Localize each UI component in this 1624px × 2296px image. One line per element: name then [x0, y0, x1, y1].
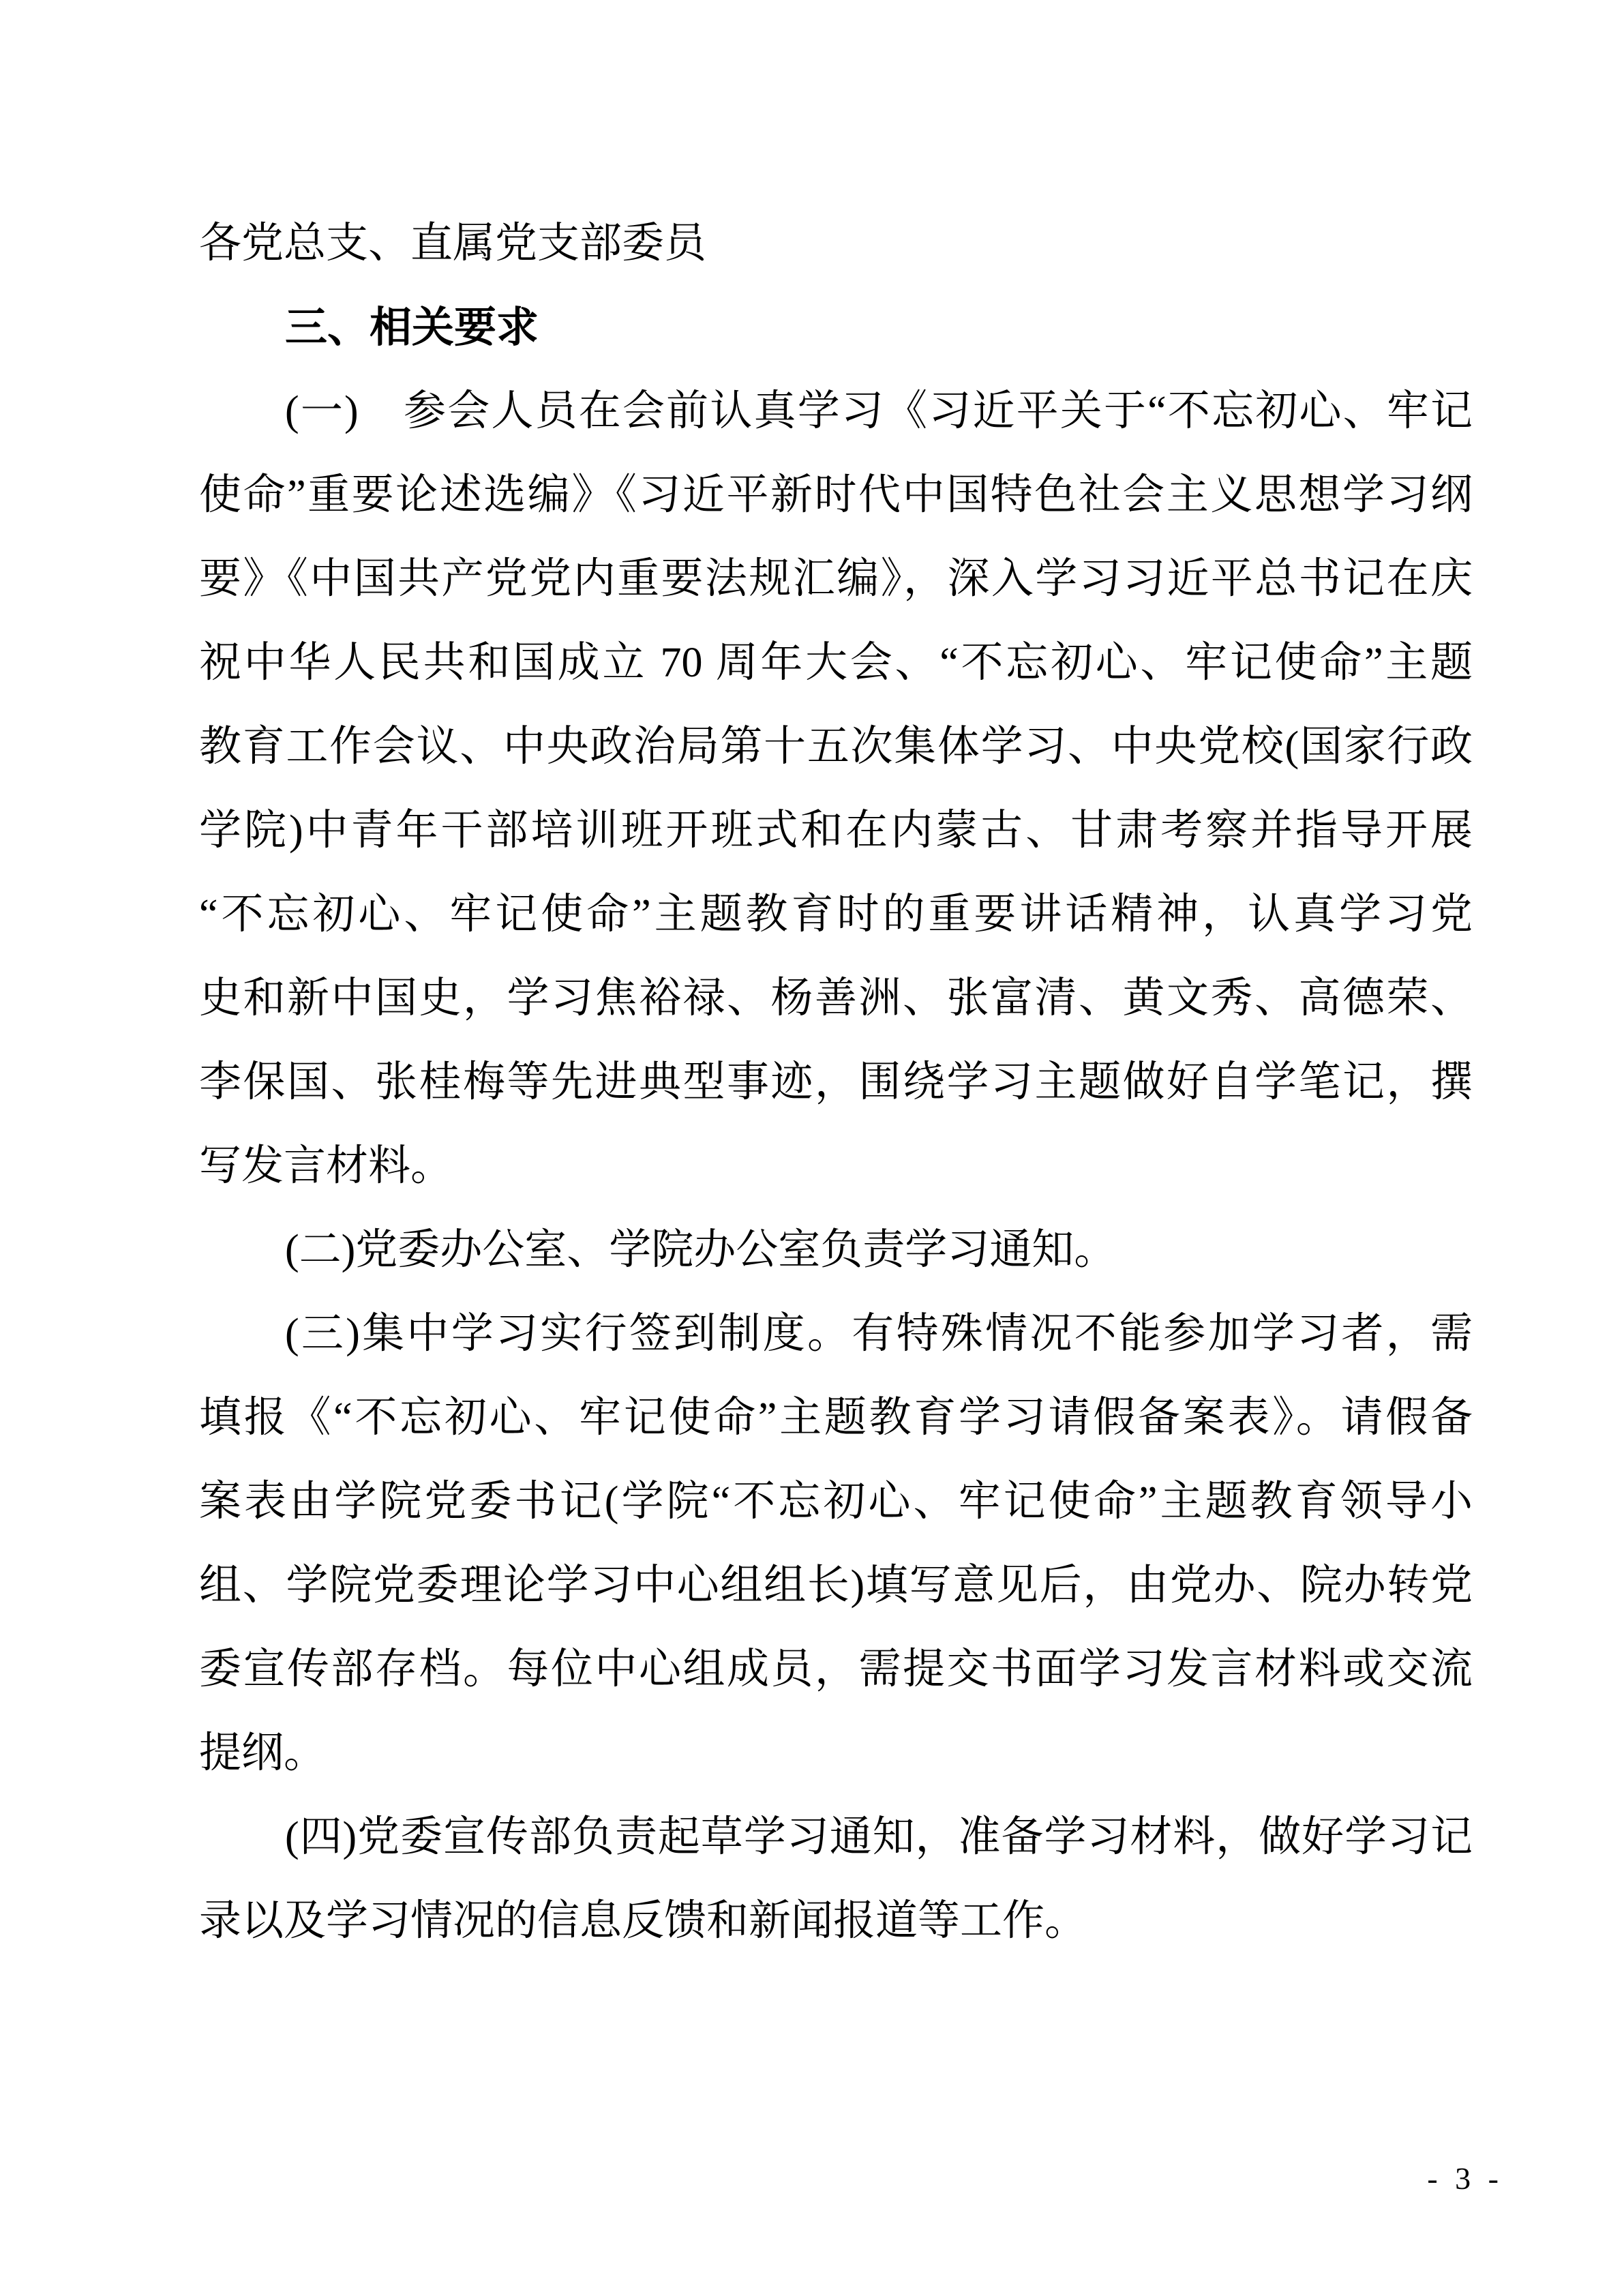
document-line: 李保国、张桂梅等先进典型事迹，围绕学习主题做好自学笔记，撰: [199, 1059, 1473, 1105]
document-line: (三)集中学习实行签到制度。有特殊情况不能参加学习者，需: [285, 1311, 1473, 1357]
document-line: 要》《中国共产党党内重要法规汇编》，深入学习习近平总书记在庆: [199, 556, 1473, 602]
document-line: “不忘初心、牢记使命”主题教育时的重要讲话精神，认真学习党: [199, 891, 1473, 938]
document-line: (二)党委办公室、学院办公室负责学习通知。: [285, 1227, 1117, 1273]
document-line: 祝中华人民共和国成立 70 周年大会、“不忘初心、牢记使命”主题: [199, 640, 1473, 686]
page-number: - 3 -: [1427, 2161, 1499, 2196]
document-line: 史和新中国史，学习焦裕禄、杨善洲、张富清、黄文秀、高德荣、: [199, 975, 1473, 1022]
document-line: 录以及学习情况的信息反馈和新闻报道等工作。: [199, 1898, 1087, 1944]
document-line: 教育工作会议、中央政治局第十五次集体学习、中央党校(国家行政: [199, 724, 1473, 770]
document-line: 学院)中青年干部培训班开班式和在内蒙古、甘肃考察并指导开展: [199, 807, 1473, 854]
document-line: 委宣传部存档。每位中心组成员，需提交书面学习发言材料或交流: [199, 1646, 1473, 1693]
document-line: 提纲。: [199, 1730, 327, 1776]
document-line: (一) 参会人员在会前认真学习《习近平关于“不忘初心、牢记: [285, 388, 1473, 434]
document-line: (四)党委宣传部负责起草学习通知，准备学习材料，做好学习记: [285, 1814, 1473, 1860]
document-line: 各党总支、直属党支部委员: [199, 220, 707, 267]
document-line: 案表由学院党委书记(学院“不忘初心、牢记使命”主题教育领导小: [199, 1478, 1473, 1525]
document-line: 写发言材料。: [199, 1143, 453, 1189]
document-line: 填报《“不忘初心、牢记使命”主题教育学习请假备案表》。请假备: [199, 1395, 1473, 1441]
document-line: 组、学院党委理论学习中心组组长)填写意见后，由党办、院办转党: [199, 1562, 1473, 1609]
document-body: [199, 202, 1473, 1963]
section-heading: 三、相关要求: [285, 304, 539, 351]
document-line: 使命”重要论述选编》《习近平新时代中国特色社会主义思想学习纲: [199, 472, 1473, 518]
